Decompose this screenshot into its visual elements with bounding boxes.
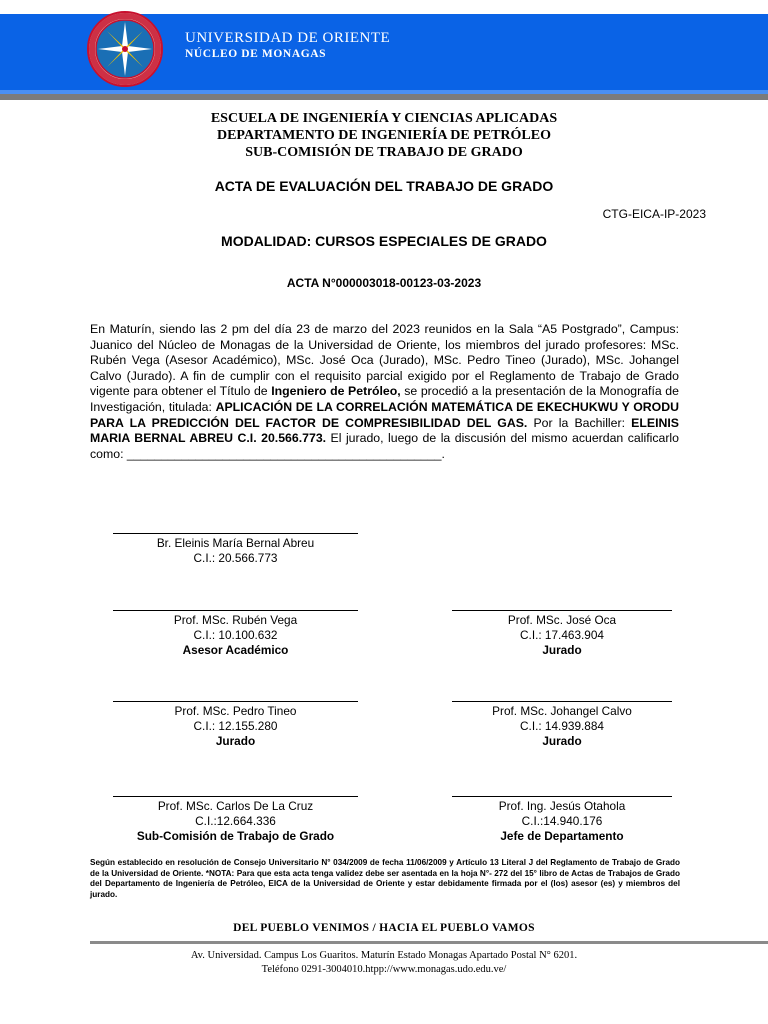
- nucleus-name: NÚCLEO DE MONAGAS: [185, 48, 327, 60]
- signer-ci: C.I.: 12.155.280: [193, 719, 278, 733]
- footer-address: [0, 949, 768, 977]
- signature-line: [113, 796, 358, 797]
- signer-ci: C.I.: 17.463.904: [520, 628, 604, 642]
- signature-juror-tineo: [113, 701, 358, 749]
- signature-line: [113, 533, 358, 534]
- degree-title: Ingeniero de Petróleo,: [271, 384, 401, 399]
- university-motto: DEL PUEBLO VENIMOS / HACIA EL PUEBLO VAMOS: [233, 922, 535, 934]
- signer-name: Prof. MSc. José Oca: [507, 613, 617, 627]
- contact-line: Teléfono 0291-3004010.htpp://www.monagas.udo.edu.ve/: [261, 964, 507, 975]
- signature-line: [113, 610, 358, 611]
- signature-line: [113, 701, 358, 702]
- signature-line: [452, 610, 672, 611]
- body-paragraph: [90, 322, 679, 462]
- body-text-part: En Maturín, siendo las 2 pm del día 23 de marzo del 2023 reunidos en la Sala “A5 Postgrado”, Campus: Juanico del Núcleo de Monagas de la Universidad de Oriente, los miembros del jurado profesores: MSc. Rubén Vega (Asesor Académico), MSc. José Oca (Jurado), MSc. Pedro Tineo (Jurado), MSc. Johangel Calvo (Jurado). A fin de cumplir con el requisito parcial exigido por el Reglamento de Trabajo de Grado vigente para obtener el Título de: [90, 322, 679, 399]
- signer-ci: C.I.:14.940.176: [521, 814, 603, 828]
- signer-name: Prof. MSc. Pedro Tineo: [174, 704, 297, 718]
- body-text-part: se procedió a la presentación de la Monografía de Investigación, titulada:: [90, 384, 679, 414]
- signer-ci: C.I.: 20.566.773: [193, 551, 278, 565]
- signature-juror-oca: [452, 610, 672, 658]
- body-text-part: Por la Bachiller:: [527, 415, 632, 430]
- subcommission-name: SUB-COMISIÓN DE TRABAJO DE GRADO: [245, 145, 523, 160]
- document-title: ACTA DE EVALUACIÓN DEL TRABAJO DE GRADO: [214, 178, 554, 194]
- document-code: CTG-EICA-IP-2023: [602, 207, 706, 221]
- signature-line: [452, 796, 672, 797]
- department-name: DEPARTAMENTO DE INGENIERÍA DE PETRÓLEO: [216, 128, 551, 143]
- student-name: ELEINIS MARIA BERNAL ABREU C.I. 20.566.773.: [90, 415, 679, 446]
- address-line: Av. Universidad. Campus Los Guaritos. Maturín Estado Monagas Apartado Postal N° 6201.: [190, 950, 578, 961]
- signer-name: Prof. Ing. Jesús Otahola: [498, 799, 626, 813]
- header-divider: [0, 94, 768, 100]
- signer-name: Prof. MSc. Carlos De La Cruz: [157, 799, 314, 813]
- signer-role: Jefe de Departamento: [500, 829, 624, 843]
- signature-line: [452, 701, 672, 702]
- signer-name: Prof. MSc. Johangel Calvo: [492, 704, 632, 718]
- signer-role: Jurado: [542, 734, 582, 748]
- signature-student: [113, 533, 358, 566]
- legal-note: Según establecido en resolución de Consejo Universitario N° 034/2009 de fecha 11/06/2009 y Artículo 13 Literal J del Reglamento de Trabajo de Grado de la Universidad de Oriente. *NOTA: Para que esta acta tenga validez debe ser asentada en la hoja N°- 272 del 15° libro de Actas de Trabajos de Grado del Departamento de Ingeniería de Petróleo, EICA de la Universidad de Oriente y estar debidamente firmada por el (los) asesor (es) y miembros del jurado.: [90, 858, 680, 899]
- signer-role: Asesor Académico: [182, 643, 289, 657]
- signer-role: Jurado: [215, 734, 256, 748]
- signer-ci: C.I.: 10.100.632: [193, 628, 278, 642]
- signer-name: Br. Eleinis María Bernal Abreu: [156, 536, 315, 550]
- school-name: ESCUELA DE INGENIERÍA Y CIENCIAS APLICADAS: [210, 111, 558, 126]
- modality-heading: MODALIDAD: CURSOS ESPECIALES DE GRADO: [221, 233, 547, 249]
- signer-ci: C.I.: 14.939.884: [520, 719, 604, 733]
- acta-number: ACTA N°000003018-00123-03-2023: [286, 276, 482, 290]
- body-text-part: El jurado, luego de la discusión del mismo acuerdan calificarlo como:: [90, 431, 679, 461]
- grade-blank: ______________________________________________.: [126, 446, 445, 461]
- signature-advisor: [113, 610, 358, 658]
- signer-name: Prof. MSc. Rubén Vega: [173, 613, 298, 627]
- thesis-title: APLICACIÓN DE LA CORRELACIÓN MATEMÁTICA DE EKECHUKWU Y ORODU PARA LA PREDICCIÓN DEL FACTOR DE COMPRESIBILIDAD DEL GAS.: [90, 399, 679, 430]
- footer-divider: [90, 941, 768, 944]
- signer-role: Jurado: [542, 643, 582, 657]
- signer-ci: C.I.:12.664.336: [195, 814, 276, 828]
- signature-subcommission: [113, 796, 358, 844]
- signer-role: Sub-Comisión de Trabajo de Grado: [136, 829, 335, 843]
- signature-juror-calvo: [452, 701, 672, 749]
- university-name: UNIVERSIDAD DE ORIENTE: [185, 30, 391, 46]
- compass-star-icon: [86, 10, 164, 88]
- signature-department-head: [452, 796, 672, 844]
